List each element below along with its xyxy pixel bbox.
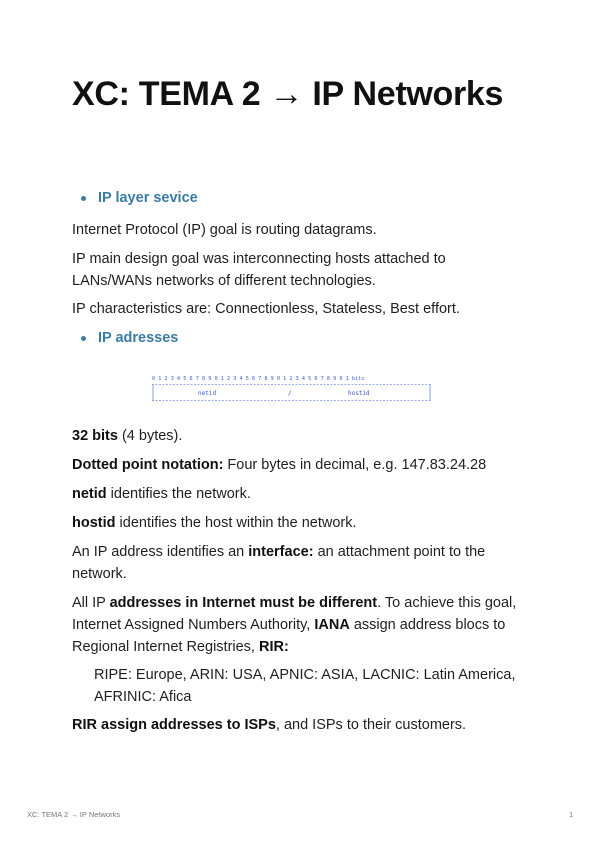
text: . To achieve this goal, Internet Assigned Numbers Authority, [72,595,517,633]
bold-text: interface: [248,544,314,560]
text: identifies the network. [106,486,251,502]
paragraph-unique [72,592,528,658]
text: an attachment point to the network. [72,544,486,582]
text: assign address blocs to Regional Internet Registries, [72,617,506,655]
hostid-label: hostid [348,390,370,397]
paragraph: IP main design goal was interconnecting hosts attached to LANs/WANs networks of different technologies. [72,251,446,289]
paragraph-netid [72,483,528,505]
rir-list: RIPE: Europe, ARIN: USA, APNIC: ASIA, LACNIC: Latin America, AFRINIC: Afica [94,667,516,705]
text: identifies the host within the network. [115,515,357,531]
text: All IP [72,595,110,611]
separator-slash: / [288,390,292,397]
paragraph-bits [72,425,528,447]
bold-text: RIR: [259,639,289,655]
bold-text: hostid [72,515,116,531]
paragraph-isp [72,714,528,736]
text: Four bytes in decimal, e.g. 147.83.24.28 [223,457,487,473]
bit-ruler: 0 1 2 3 4 5 6 7 8 9 0 1 2 3 4 5 6 7 8 9 0 1 2 3 4 5 6 7 8 9 0 1 bits [152,376,365,382]
bold-text: Dotted point notation: [72,457,224,473]
page-number: 1 [569,810,574,819]
toggle-ip-layer-service[interactable] [72,190,198,206]
bold-text: addresses in Internet must be different [109,595,378,611]
footer-title: XC: TEMA 2 → IP Networks [27,810,121,819]
text: , and ISPs to their customers. [275,717,467,733]
paragraph-interface [72,541,528,585]
bullet-icon [81,196,86,201]
toggle-ip-addresses[interactable] [72,330,178,346]
text: (4 bytes). [117,428,183,444]
paragraph: Internet Protocol (IP) goal is routing datagrams. [72,222,377,238]
ip-address-diagram [152,374,448,404]
paragraph-hostid [72,512,528,534]
bold-text: netid [72,486,107,502]
text: An IP address identifies an [72,544,249,560]
bullet-icon [81,336,86,341]
page-title: XC: TEMA 2 → IP Networks [72,75,504,113]
toggle-label: IP adresses [98,330,179,346]
bold-text: IANA [314,617,350,633]
bold-text: RIR assign addresses to ISPs [72,717,276,733]
netid-label: netid [198,390,217,397]
bold-text: 32 bits [72,428,118,444]
paragraph-dotted [72,454,528,476]
paragraph: IP characteristics are: Connectionless, Stateless, Best effort. [72,301,460,317]
toggle-label: IP layer sevice [98,190,198,206]
